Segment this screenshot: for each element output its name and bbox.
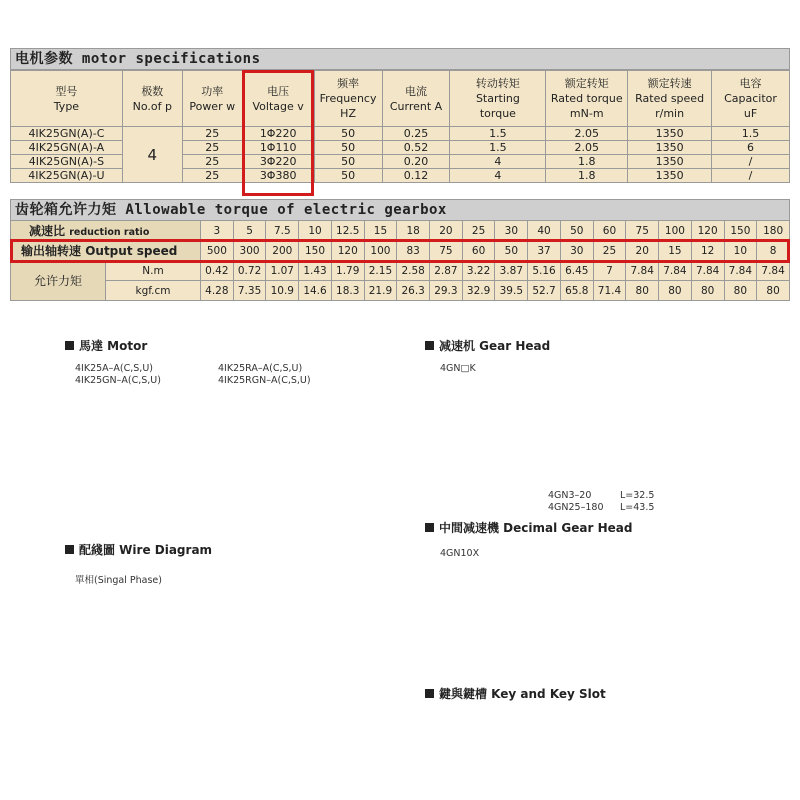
gearhead-model: 4GN□K [440, 363, 476, 374]
header-frequency: 频率 Frequency HZ [314, 71, 382, 127]
voltage-cell: 3Φ220 [242, 155, 314, 169]
motor-dim: Φ73h7 [231, 425, 240, 452]
decimal-section-title: 中間减速機 Decimal Gear Head [425, 519, 632, 536]
speed-cell: 150 [299, 241, 332, 261]
nm-cell: 1.07 [266, 261, 299, 281]
gearhead-dim: Φ10h7 [534, 373, 543, 400]
speed-cell: 37 [528, 241, 561, 261]
motor-dim: 25 [174, 419, 185, 428]
wire-color-label: 白 [300, 661, 308, 670]
frequency-cell: 50 [314, 141, 382, 155]
bullet-icon [425, 341, 434, 350]
wire-color-label: Red [148, 695, 158, 701]
model-cell: 4IK25GN(A)-S [11, 155, 123, 169]
header-rated-speed: 额定转速 Rated speed r/min [628, 71, 712, 127]
ratio-cell: 20 [430, 221, 463, 241]
wire-color-label: White [145, 656, 160, 662]
wire-color-label: 紅 [152, 683, 160, 692]
motor-dim: 2 [150, 511, 156, 520]
gearhead-dim: Φ94 [623, 423, 642, 442]
ratio-cell: 15 [364, 221, 397, 241]
ratio-cell: 40 [528, 221, 561, 241]
speed-cell: 83 [397, 241, 430, 261]
motor-dim: 85.5 [105, 497, 123, 506]
ratio-cell: 3 [201, 221, 234, 241]
nm-cell: 7.84 [659, 261, 692, 281]
gearhead-dim: 3.5 [506, 469, 519, 478]
speed-cell: 300 [233, 241, 266, 261]
motor-dim: 32 [170, 511, 181, 520]
key-dim: +0.1 0 [636, 723, 653, 729]
key-dim: 25 [466, 727, 477, 736]
model-cell: 4IK25GN(A)-C [11, 127, 123, 141]
motor-section-title: 馬達 Motor [65, 337, 147, 354]
nm-cell: 2.15 [364, 261, 397, 281]
speed-row [11, 241, 790, 261]
gearhead-dim: 4-M5 [590, 463, 610, 472]
power-cell: 25 [182, 169, 242, 183]
nm-cell: 1.43 [299, 261, 332, 281]
nm-unit: N.m [106, 261, 201, 281]
key-dim: +0.03 0 [582, 702, 588, 723]
ratio-cell: 18 [397, 221, 430, 241]
nm-cell: 7.84 [691, 261, 724, 281]
wire-color-label: 紅 [300, 683, 308, 692]
ratio-cell: 25 [462, 221, 495, 241]
ratio-cell: 100 [659, 221, 692, 241]
gearhead-length-model: 4GN3–20 [548, 490, 592, 501]
key-dim: 2.5 [691, 715, 700, 728]
nm-cell: 3.87 [495, 261, 528, 281]
kgf-cell: 52.7 [528, 281, 561, 301]
rated-speed-cell: 1350 [628, 141, 712, 155]
speed-cell: 120 [331, 241, 364, 261]
header-type: 型号 Type [11, 71, 123, 127]
bullet-icon [65, 545, 74, 554]
ratio-cell: 5 [233, 221, 266, 241]
cap-label: 電容器 [262, 601, 286, 610]
motor-dim: (97) [106, 515, 123, 524]
capacitor-cell: 6 [712, 141, 790, 155]
starting-torque-cell: 4 [450, 155, 546, 169]
power-cell: 25 [182, 127, 242, 141]
speed-cell: 75 [430, 241, 463, 261]
rated-torque-cell: 2.05 [546, 141, 628, 155]
voltage-cell: 1Φ110 [242, 141, 314, 155]
ratio-cell: 50 [560, 221, 593, 241]
rated-speed-cell: 1350 [628, 155, 712, 169]
motor-dim: 80 [310, 509, 321, 518]
rated-torque-cell: 1.8 [546, 155, 628, 169]
motor-model: 4IK25A–A(C,S,U) [75, 363, 153, 374]
ratio-cell: 75 [626, 221, 659, 241]
motor-spec-table [10, 70, 790, 183]
bullet-icon [425, 689, 434, 698]
header-capacitor: 电容 Capacitor uF [712, 71, 790, 127]
motor-spec-title: 电机参数 motor specifications [10, 48, 790, 70]
speed-cell: 10 [724, 241, 757, 261]
gearbox-table [10, 220, 790, 301]
rated-speed-cell: 1350 [628, 127, 712, 141]
kgf-cell: 26.3 [397, 281, 430, 301]
motor-model: 4IK25RA–A(C,S,U) [218, 363, 303, 374]
motor-model: 4IK25RGN–A(C,S,U) [218, 375, 311, 386]
header-power: 功率 Power w [182, 71, 242, 127]
header-current: 电流 Current A [382, 71, 450, 127]
wire-color-label: 白 [152, 638, 160, 647]
ac-label: AC [232, 680, 243, 689]
ratio-cell: 180 [757, 221, 790, 241]
ratio-cell: 12.5 [331, 221, 364, 241]
voltage-cell: 3Φ380 [242, 169, 314, 183]
ratio-label: 减速比 reduction ratio [11, 221, 201, 241]
frequency-cell: 50 [314, 155, 382, 169]
rated-torque-cell: 2.05 [546, 127, 628, 141]
current-cell: 0.20 [382, 155, 450, 169]
kgf-cell: 71.4 [593, 281, 626, 301]
capacitor-cell: / [712, 169, 790, 183]
motor-spec-header-row [11, 71, 790, 127]
gearhead-dim: 5 [510, 481, 516, 490]
kgf-cell: 10.9 [266, 281, 299, 301]
wire-section-title: 配綫圖 Wire Diagram [65, 541, 212, 558]
gearhead-dim: Φ32 [548, 401, 557, 418]
decimal-dim: Φ94 [635, 577, 654, 596]
nm-cell: 2.87 [430, 261, 463, 281]
frequency-cell: 50 [314, 127, 382, 141]
starting-torque-cell: 4 [450, 169, 546, 183]
speed-cell: 50 [495, 241, 528, 261]
key-section-title: 鍵與鍵槽 Key and Key Slot [425, 685, 606, 702]
wire-color-label: 黃 [300, 638, 308, 647]
kgf-cell: 29.3 [430, 281, 463, 301]
header-rated-torque: 额定转矩 Rated torque mN-m [546, 71, 628, 127]
speed-cell: 200 [266, 241, 299, 261]
kgf-cell: 65.8 [560, 281, 593, 301]
decimal-dim: 80 [622, 653, 633, 662]
speed-cell: 30 [560, 241, 593, 261]
nm-cell: 7.84 [724, 261, 757, 281]
motor-dim: Φ94 [317, 423, 336, 442]
starting-torque-cell: 1.5 [450, 141, 546, 155]
model-cell: 4IK25GN(A)-A [11, 141, 123, 155]
gearhead-dim: 25 [505, 377, 516, 386]
gearhead-length-value: L=32.5 [620, 490, 655, 501]
torque-kgf-row [11, 281, 790, 301]
cap-label: 電容器 [114, 601, 138, 610]
gearhead-length-model: 4GN25–180 [548, 502, 604, 513]
speed-cell: 12 [691, 241, 724, 261]
motor-dim: Φ8h7 [207, 426, 216, 448]
rated-speed-cell: 1350 [628, 169, 712, 183]
speed-cell: 25 [593, 241, 626, 261]
ratio-cell: 30 [495, 221, 528, 241]
nm-cell: 2.58 [397, 261, 430, 281]
speed-cell: 8 [757, 241, 790, 261]
torque-label: 允许力矩 [11, 261, 106, 301]
kgf-cell: 80 [757, 281, 790, 301]
nm-cell: 6.45 [560, 261, 593, 281]
current-cell: 0.12 [382, 169, 450, 183]
speed-cell: 100 [364, 241, 397, 261]
poles-cell: 4 [122, 127, 182, 183]
ac-label: AC [72, 680, 83, 689]
gearhead-section-title: 减速机 Gear Head [425, 337, 550, 354]
decimal-dim: 4–Φ5.5 [562, 653, 591, 662]
ratio-cell: 150 [724, 221, 757, 241]
model-cell: 4IK25GN(A)-U [11, 169, 123, 183]
bullet-icon [65, 341, 74, 350]
capacitor-cell: 1.5 [712, 127, 790, 141]
rated-torque-cell: 1.8 [546, 169, 628, 183]
kgf-cell: 80 [724, 281, 757, 301]
kgf-cell: 39.5 [495, 281, 528, 301]
nm-cell: 0.72 [233, 261, 266, 281]
kgf-cell: 80 [691, 281, 724, 301]
nm-cell: 7.84 [626, 261, 659, 281]
power-cell: 25 [182, 155, 242, 169]
key-dim: 4 [626, 729, 632, 738]
current-cell: 0.25 [382, 127, 450, 141]
decimal-dim: 30 [494, 661, 505, 670]
decimal-dim: 2 [496, 646, 502, 655]
nm-cell: 1.79 [331, 261, 364, 281]
header-starting-torque: 转动转矩 Starting torque [450, 71, 546, 127]
speed-cell: 20 [626, 241, 659, 261]
gearhead-dim: 80 [644, 467, 655, 476]
ratio-cell: 7.5 [266, 221, 299, 241]
cap-label: (CAP) [116, 614, 139, 623]
frequency-cell: 50 [314, 169, 382, 183]
kgf-cell: 80 [626, 281, 659, 301]
capacitor-cell: / [712, 155, 790, 169]
nm-cell: 5.16 [528, 261, 561, 281]
decimal-model: 4GN10X [440, 548, 480, 559]
kgf-cell: 18.3 [331, 281, 364, 301]
speed-cell: 15 [659, 241, 692, 261]
motor-model: 4IK25GN–A(C,S,U) [75, 375, 161, 386]
kgf-cell: 4.28 [201, 281, 234, 301]
ratio-cell: 10 [299, 221, 332, 241]
wire-phase-label: 單相(Singal Phase) [75, 575, 162, 586]
bullet-icon [425, 523, 434, 532]
kgf-cell: 14.6 [299, 281, 332, 301]
starting-torque-cell: 1.5 [450, 127, 546, 141]
decimal-dim: Φ73h7 [551, 598, 560, 625]
decimal-dim: 14 [518, 661, 529, 670]
header-poles: 极数 No.of p [122, 71, 182, 127]
speed-label: 输出轴转速 Output speed [11, 241, 201, 261]
kgf-unit: kgf.cm [106, 281, 201, 301]
power-cell: 25 [182, 141, 242, 155]
wire-color-label: 黃 [152, 661, 160, 670]
gearhead-dim: 15 [591, 407, 600, 418]
gearhead-dim: L [482, 481, 487, 490]
speed-cell: 500 [201, 241, 234, 261]
speed-cell: 60 [462, 241, 495, 261]
nm-cell: 3.22 [462, 261, 495, 281]
nm-cell: 7 [593, 261, 626, 281]
kgf-cell: 7.35 [233, 281, 266, 301]
current-cell: 0.52 [382, 141, 450, 155]
kgf-cell: 21.9 [364, 281, 397, 301]
gearhead-length-value: L=43.5 [620, 502, 655, 513]
motor-dim: 4–Φ5.5 [283, 499, 312, 508]
nm-cell: 0.42 [201, 261, 234, 281]
voltage-cell: 1Φ220 [242, 127, 314, 141]
gearbox-title: 齿轮箱允许力矩 Allowable torque of electric gearbox [10, 199, 790, 221]
kgf-cell: 80 [659, 281, 692, 301]
ratio-cell: 60 [593, 221, 626, 241]
table-row [11, 127, 790, 141]
ratio-row [11, 221, 790, 241]
cap-label: (CAP) [264, 614, 287, 623]
ratio-cell: 120 [691, 221, 724, 241]
kgf-cell: 32.9 [462, 281, 495, 301]
nm-cell: 7.84 [757, 261, 790, 281]
torque-nm-row [11, 261, 790, 281]
gearhead-dim: L+33.5 [478, 494, 507, 503]
header-voltage: 电压 Voltage v [242, 71, 314, 127]
motor-dim: 7 [154, 497, 160, 506]
wire-color-label: Yellow [145, 672, 161, 678]
